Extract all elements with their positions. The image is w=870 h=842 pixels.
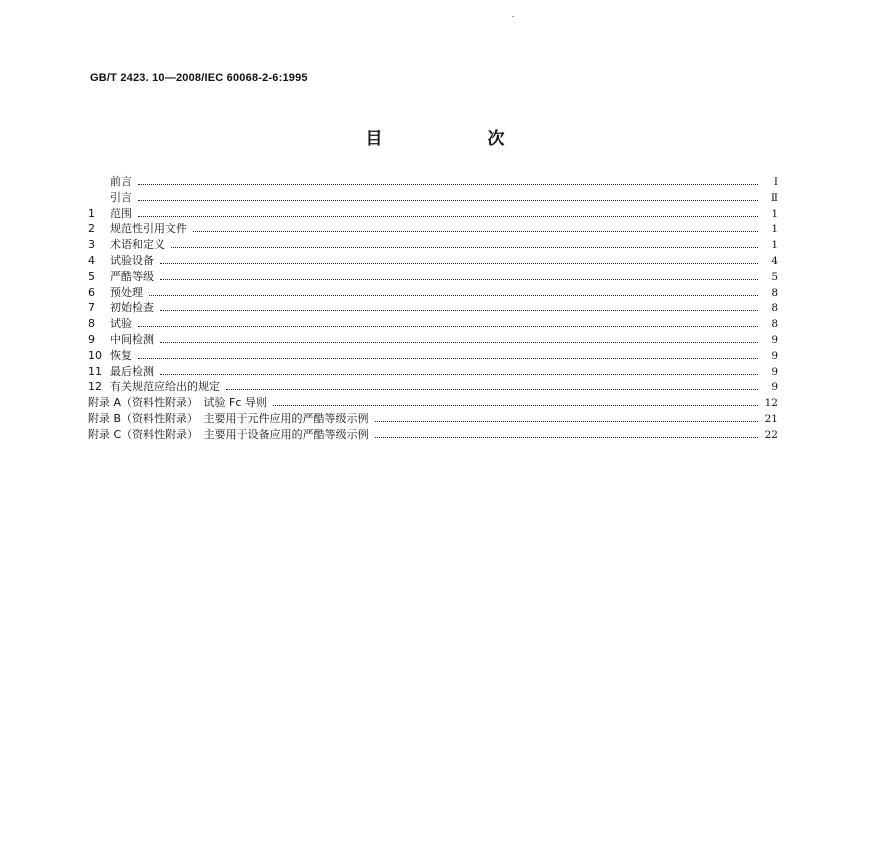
- toc-entry-label: [88, 364, 154, 380]
- toc-entry-title: 有关规范应给出的规定: [110, 380, 220, 394]
- toc-entry-number: 3: [88, 238, 95, 252]
- toc-entry-title: 最后检测: [110, 364, 154, 378]
- toc-entry-label: [88, 221, 187, 237]
- dot-leader: [138, 326, 758, 327]
- toc-entry-page: 1: [771, 223, 778, 236]
- dot-leader: [138, 358, 758, 359]
- toc-entry-number: 7: [88, 301, 95, 315]
- dot-leader: [160, 374, 758, 375]
- toc-entry-title: 规范性引用文件: [110, 222, 187, 236]
- table-of-contents: [88, 174, 778, 443]
- toc-entry-title: 附录 C（资料性附录） 主要用于设备应用的严酷等级示例: [88, 427, 369, 441]
- toc-entry-page: 9: [771, 381, 778, 394]
- toc-entry-label: [88, 332, 154, 348]
- toc-entry-page: 12: [764, 397, 778, 410]
- toc-entry-label: [88, 316, 132, 332]
- toc-entry-title: 引言: [110, 190, 132, 204]
- dot-leader: [138, 184, 758, 185]
- toc-entry-page: 22: [764, 428, 778, 441]
- toc-entry-foreword[interactable]: [88, 174, 778, 190]
- standard-code: GB/T 2423. 10—2008/IEC 60068-2-6:1995: [90, 72, 308, 84]
- dot-leader: [160, 310, 758, 311]
- toc-entry-page: 8: [771, 302, 778, 315]
- toc-entry-title: 严酷等级: [110, 269, 154, 283]
- toc-entry-normative-references[interactable]: [88, 221, 778, 237]
- toc-entry-number: 10: [88, 348, 102, 362]
- toc-entry-intermediate-measurement[interactable]: [88, 332, 778, 348]
- toc-entry-testing[interactable]: [88, 316, 778, 332]
- toc-entry-recovery[interactable]: [88, 348, 778, 364]
- toc-entry-number: 5: [88, 269, 95, 283]
- toc-entry-annex-c[interactable]: [88, 427, 778, 443]
- toc-entry-title: 前言: [110, 175, 132, 188]
- dot-leader: [138, 200, 758, 201]
- toc-entry-number: 9: [88, 332, 95, 346]
- toc-entry-label: [88, 190, 132, 206]
- toc-entry-page: 8: [771, 286, 778, 299]
- toc-entry-label: [88, 395, 267, 411]
- toc-entry-page: 9: [771, 333, 778, 346]
- dot-leader: [375, 437, 758, 438]
- toc-entry-final-measurement[interactable]: [88, 364, 778, 380]
- toc-entry-title: 初始检查: [110, 301, 154, 315]
- toc-entry-page: 5: [771, 270, 778, 283]
- toc-entry-introduction[interactable]: [88, 190, 778, 206]
- toc-entry-title: 预处理: [110, 285, 143, 299]
- dot-leader: [149, 295, 758, 296]
- toc-entry-severities[interactable]: [88, 269, 778, 285]
- dot-leader: [193, 231, 758, 232]
- toc-entry-number: 1: [88, 206, 95, 220]
- dot-leader: [375, 421, 758, 422]
- toc-entry-title: 附录 A（资料性附录） 试验 Fc 导则: [88, 396, 267, 410]
- toc-entry-title: 恢复: [110, 348, 132, 362]
- toc-entry-relevant-specification[interactable]: [88, 379, 778, 395]
- toc-entry-number: 2: [88, 222, 95, 236]
- toc-entry-page: 1: [771, 207, 778, 220]
- toc-entry-page: 21: [764, 412, 778, 425]
- toc-entry-annex-a[interactable]: [88, 395, 778, 411]
- toc-entry-preconditioning[interactable]: [88, 285, 778, 301]
- toc-entry-page: 9: [771, 365, 778, 378]
- toc-entry-page: Ⅰ: [773, 176, 778, 188]
- toc-entry-label: [88, 379, 220, 395]
- toc-entry-label: [88, 269, 154, 285]
- toc-entry-label: [88, 411, 369, 427]
- toc-entry-label: [88, 253, 154, 269]
- toc-entry-number: 4: [88, 253, 95, 267]
- dot-leader: [171, 247, 758, 248]
- toc-entry-label: [88, 427, 369, 443]
- toc-entry-label: [88, 206, 132, 222]
- page-title: 目 次: [365, 129, 549, 149]
- toc-entry-initial-inspection[interactable]: [88, 300, 778, 316]
- scan-speck: [512, 16, 514, 17]
- toc-entry-annex-b[interactable]: [88, 411, 778, 427]
- toc-entry-label: [88, 300, 154, 316]
- toc-entry-title: 试验: [110, 317, 132, 331]
- toc-entry-page: 8: [771, 318, 778, 331]
- toc-entry-scope[interactable]: [88, 206, 778, 222]
- toc-entry-number: 12: [88, 380, 102, 394]
- toc-entry-page: 1: [771, 239, 778, 252]
- toc-entry-number: 8: [88, 317, 95, 331]
- dot-leader: [138, 216, 758, 217]
- toc-entry-title: 附录 B（资料性附录） 主要用于元件应用的严酷等级示例: [88, 411, 369, 425]
- toc-entry-label: [88, 237, 165, 253]
- dot-leader: [226, 389, 758, 390]
- toc-entry-number: 11: [88, 364, 102, 378]
- toc-entry-page: 4: [771, 254, 778, 267]
- toc-entry-page: Ⅱ: [770, 191, 778, 204]
- toc-entry-page: 9: [771, 349, 778, 362]
- toc-entry-terms-definitions[interactable]: [88, 237, 778, 253]
- toc-entry-label: [88, 174, 132, 190]
- toc-entry-title: 中间检测: [110, 332, 154, 346]
- toc-entry-number: 6: [88, 285, 95, 299]
- toc-entry-label: [88, 348, 132, 364]
- toc-entry-title: 范围: [110, 206, 132, 220]
- toc-entry-label: [88, 285, 143, 301]
- toc-entry-title: 术语和定义: [110, 238, 165, 252]
- dot-leader: [160, 279, 758, 280]
- dot-leader: [273, 405, 758, 406]
- dot-leader: [160, 342, 758, 343]
- dot-leader: [160, 263, 758, 264]
- toc-entry-title: 试验设备: [110, 253, 154, 267]
- toc-entry-test-equipment[interactable]: [88, 253, 778, 269]
